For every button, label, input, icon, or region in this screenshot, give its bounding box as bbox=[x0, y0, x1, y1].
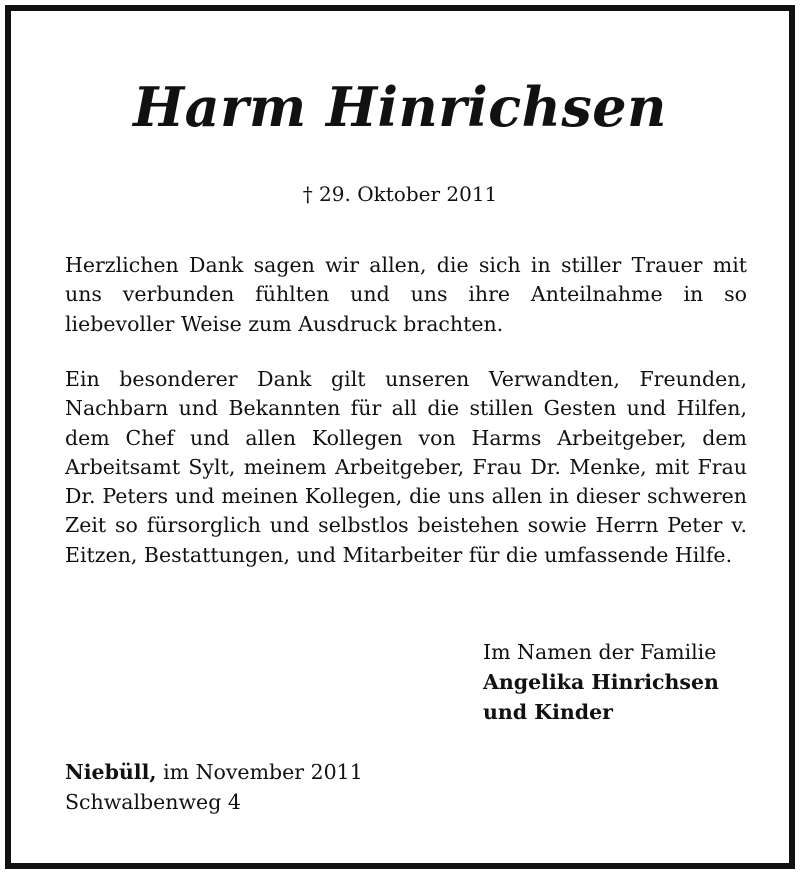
special-thanks-paragraph: Ein besonderer Dank gilt unseren Verwandten, Freunden, Nachbarn und Bekannten für all die stillen Gesten und Hilfen, dem Chef und allen Kollegen von Harms Arbeitgeber, dem Arbeitsamt Sylt, meinem Arbeitgeber, Frau Dr. Menke, mit Frau Dr. Peters und meinen Kollegen, die uns allen in dieser schweren Zeit so fürsorglich und selbstlos beistehen sowie Herrn Peter v. Eitzen, Bestattungen, und Mitarbeiter für die umfassende Hilfe. bbox=[65, 367, 747, 567]
signature-block bbox=[483, 637, 719, 727]
obituary-content bbox=[11, 11, 789, 863]
death-date: † 29. Oktober 2011 bbox=[302, 182, 498, 206]
deceased-name: Harm Hinrichsen bbox=[133, 75, 667, 139]
town: Niebüll, bbox=[65, 760, 157, 784]
signature-name: Angelika Hinrichsen bbox=[483, 670, 719, 694]
thanks-paragraph: Herzlichen Dank sagen wir allen, die sich in stiller Trauer mit uns verbunden fühlten und uns ihre Anteilnahme in so liebevoller Weise zum Ausdruck brachten. bbox=[65, 253, 747, 336]
street-address: Schwalbenweg 4 bbox=[65, 790, 241, 814]
signature-family: und Kinder bbox=[483, 700, 613, 724]
signature-intro: Im Namen der Familie bbox=[483, 640, 717, 664]
obituary-frame bbox=[5, 5, 795, 869]
place-date-line bbox=[65, 757, 363, 787]
place-date-block bbox=[65, 757, 363, 817]
month-date: im November 2011 bbox=[163, 760, 363, 784]
